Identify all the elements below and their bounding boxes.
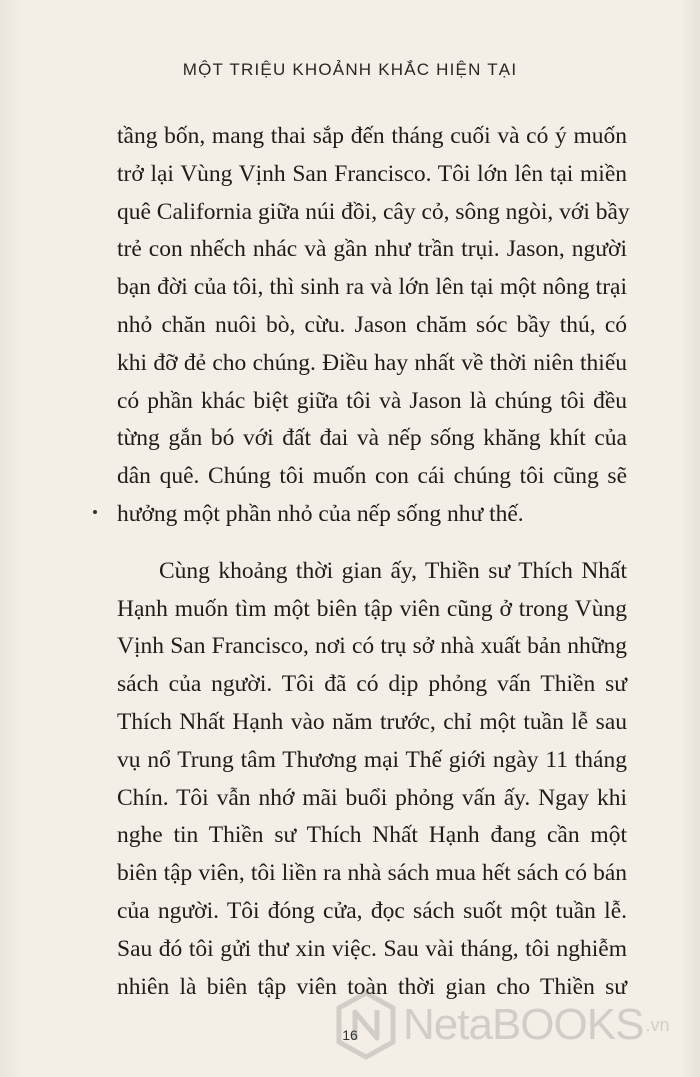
margin-dot xyxy=(93,510,97,514)
text-line: Sau đó tôi gửi thư xin việc. Sau vài tháng, tôi nghiễm xyxy=(117,935,627,962)
text-line: quê California giữa núi đồi, cây cỏ, sông ngòi, với bầy xyxy=(117,198,630,225)
text-line: nhiên là biên tập viên toàn thời gian cho Thiền sư xyxy=(117,973,627,1000)
text-line: trở lại Vùng Vịnh San Francisco. Tôi lớn lên tại miền xyxy=(117,160,627,187)
text-line: dân quê. Chúng tôi muốn con cái chúng tôi cũng sẽ xyxy=(117,463,627,490)
page-number: 16 xyxy=(342,1027,358,1043)
text-line: vụ nổ Trung tâm Thương mại Thế giới ngày 11 tháng xyxy=(117,746,627,773)
text-line: Hạnh muốn tìm một biên tập viên cũng ở trong Vùng xyxy=(117,595,627,622)
text-line: Vịnh San Francisco, nơi có trụ sở nhà xuất bản những xyxy=(117,633,627,660)
text-line: khi đỡ đẻ cho chúng. Điều hay nhất về thời niên thiếu xyxy=(117,349,627,376)
paragraph-2 xyxy=(117,553,627,1007)
text-line: sách của người. Tôi đã có dịp phỏng vấn Thiền sư xyxy=(117,671,627,698)
text-line: nghe tin Thiền sư Thích Nhất Hạnh đang cần một xyxy=(117,822,627,849)
text-line: tầng bốn, mang thai sắp đến tháng cuối và có ý muốn xyxy=(117,123,627,149)
text-line: trẻ con nhếch nhác và gần như trần trụi. Jason, người xyxy=(117,236,627,263)
paragraph-1 xyxy=(117,118,630,534)
text-line: biên tập viên, tôi liền ra nhà sách mua hết sách có bán xyxy=(117,860,627,887)
text-line: Thích Nhất Hạnh vào năm trước, chỉ một tuần lễ sau xyxy=(117,708,627,735)
text-line: có phần khác biệt giữa tôi và Jason là chúng tôi đều xyxy=(117,387,627,414)
watermark-brand: NetaBOOKS xyxy=(403,1000,644,1049)
text-line: nhỏ chăn nuôi bò, cừu. Jason chăm sóc bầy thú, có xyxy=(117,311,627,338)
text-line: hưởng một phần nhỏ của nếp sống như thế. xyxy=(117,500,524,527)
text-line: Cùng khoảng thời gian ấy, Thiền sư Thích Nhất xyxy=(159,557,627,584)
body-text xyxy=(117,118,630,1006)
text-line: của người. Tôi đóng cửa, đọc sách suốt một tuần lễ. xyxy=(117,897,627,924)
text-line: Chín. Tôi vẫn nhớ mãi buổi phỏng vấn ấy. Ngay khi xyxy=(117,784,627,811)
text-line: từng gắn bó với đất đai và nếp sống khăng khít của xyxy=(117,425,627,452)
running-header: MỘT TRIỆU KHOẢNH KHẮC HIỆN TẠI xyxy=(182,60,518,79)
text-line: bạn đời của tôi, thì sinh ra và lớn lên tại một nông trại xyxy=(117,274,627,301)
watermark-suffix: .vn xyxy=(645,1014,670,1035)
